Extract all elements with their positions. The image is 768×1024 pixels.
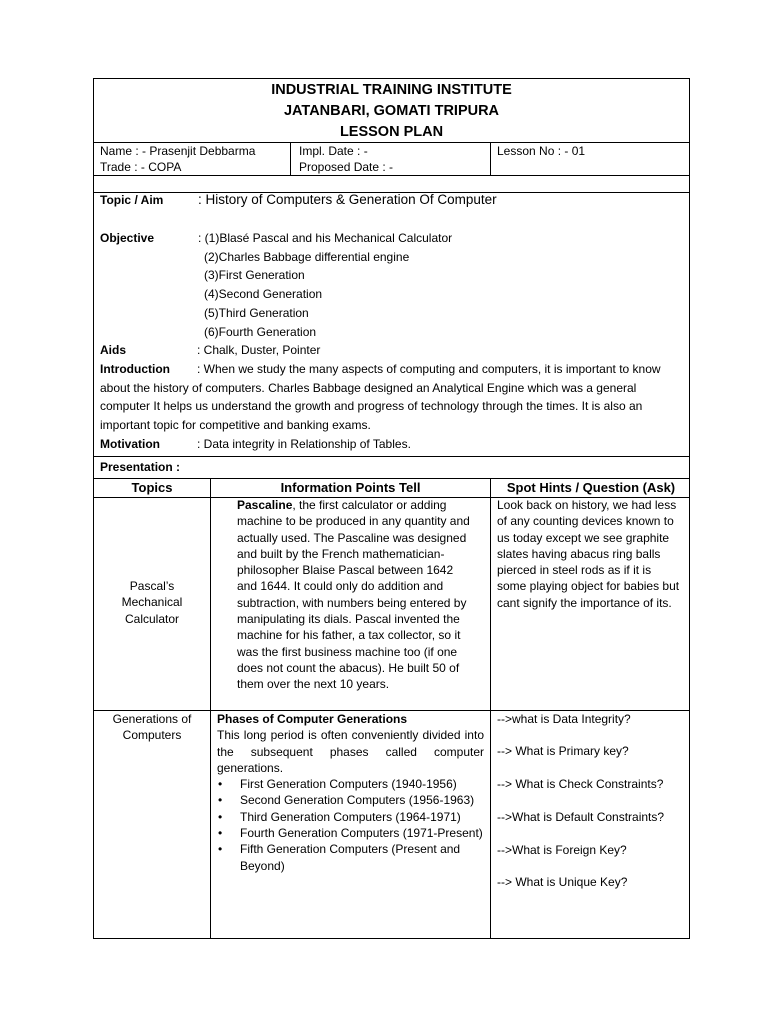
question-item: --> What is Primary key? bbox=[497, 744, 629, 758]
topic-value: : History of Computers & Generation Of Computer bbox=[198, 192, 497, 207]
objective-item: (3)First Generation bbox=[204, 268, 305, 282]
trainer-name: Name : - Prasenjit Debbarma bbox=[100, 144, 256, 158]
list-item: • First Generation Computers (1940-1956) bbox=[240, 776, 484, 792]
topic-label: Topic / Aim bbox=[100, 193, 164, 207]
row-hint-pascal: Look back on history, we had less of any counting devices known to us today except we see graphite slates having abacus ring balls pierced in steel rods as if it is some playing object for babies but cant signify the importance of its. bbox=[497, 498, 680, 610]
institute-title: INDUSTRIAL TRAINING INSTITUTE bbox=[271, 82, 512, 98]
list-item: • Second Generation Computers (1956-1963) bbox=[240, 792, 484, 808]
trade: Trade : - COPA bbox=[100, 160, 182, 174]
lesson-number: Lesson No : - 01 bbox=[497, 144, 586, 158]
question-item: --> What is Check Constraints? bbox=[497, 777, 664, 791]
presentation-label: Presentation : bbox=[100, 460, 181, 474]
column-header-hints: Spot Hints / Question (Ask) bbox=[506, 480, 676, 495]
introduction-label: Introduction bbox=[100, 362, 170, 376]
divider bbox=[490, 478, 491, 939]
divider bbox=[290, 142, 291, 175]
divider bbox=[490, 142, 491, 175]
list-item: • Fifth Generation Computers (Present and Beyond) bbox=[240, 841, 484, 874]
objective-item: (2)Charles Babbage differential engine bbox=[204, 250, 410, 264]
objective-item: (6)Fourth Generation bbox=[204, 325, 317, 339]
aids-label: Aids bbox=[100, 343, 127, 357]
divider bbox=[210, 478, 211, 939]
proposed-date: Proposed Date : - bbox=[299, 160, 394, 174]
column-header-topics: Topics bbox=[131, 480, 173, 495]
row-info-pascal bbox=[237, 497, 475, 693]
institute-location: JATANBARI, GOMATI TRIPURA bbox=[283, 103, 500, 119]
generations-heading: Phases of Computer Generations bbox=[217, 712, 408, 726]
row-topic-pascal: Pascal’s Mechanical Calculator bbox=[121, 579, 183, 626]
row-info-generations bbox=[217, 711, 484, 874]
doc-title: LESSON PLAN bbox=[339, 124, 444, 140]
pascaline-term: Pascaline bbox=[237, 498, 293, 512]
pascaline-description: , the first calculator or adding machine to be produced in any quantity and actually used. The Pascaline was designed and built by the French mathematician-philosopher Blaise Pascal between 1642 and 1644. It could only do addition and subtraction, with numbers being entered by manipulating its dials. Pascal invented the machine for his father, a tax collector, so it was the first business machine too (if one does not count the abacus). He built 50 of them over the next 10 years. bbox=[237, 498, 470, 692]
generations-list bbox=[217, 776, 484, 874]
question-item: -->what is Data Integrity? bbox=[497, 712, 631, 726]
list-item: • Fourth Generation Computers (1971-Present) bbox=[240, 825, 484, 841]
list-item: • Third Generation Computers (1964-1971) bbox=[240, 809, 484, 825]
question-item: -->What is Foreign Key? bbox=[497, 843, 627, 857]
lesson-plan-page bbox=[93, 78, 690, 939]
objective-item: : (1)Blasé Pascal and his Mechanical Calculator bbox=[198, 231, 453, 245]
divider bbox=[94, 456, 689, 457]
impl-date: Impl. Date : - bbox=[299, 144, 368, 158]
introduction-value: : When we study the many aspects of computing and computers, it is important to know about the history of computers. Charles Babbage designed an Analytical Engine which was a general computer It helps us understand the growth and progress of technology through the times. It is also an important topic for competitive and banking exams. bbox=[100, 362, 661, 432]
motivation-label: Motivation bbox=[100, 437, 160, 451]
generations-intro: This long period is often conveniently divided into the subsequent phases called computer generations. bbox=[217, 728, 484, 775]
column-header-information: Information Points Tell bbox=[280, 480, 421, 495]
introduction-paragraph bbox=[100, 360, 686, 434]
motivation-value: : Data integrity in Relationship of Tables. bbox=[197, 437, 411, 451]
question-item: --> What is Unique Key? bbox=[497, 875, 628, 889]
objective-item: (4)Second Generation bbox=[204, 287, 323, 301]
objective-label: Objective bbox=[100, 231, 155, 245]
aids-value: : Chalk, Duster, Pointer bbox=[197, 343, 321, 357]
row-topic-generations: Generations of Computers bbox=[112, 712, 192, 743]
question-item: -->What is Default Constraints? bbox=[497, 810, 665, 824]
objective-item: (5)Third Generation bbox=[204, 306, 309, 320]
